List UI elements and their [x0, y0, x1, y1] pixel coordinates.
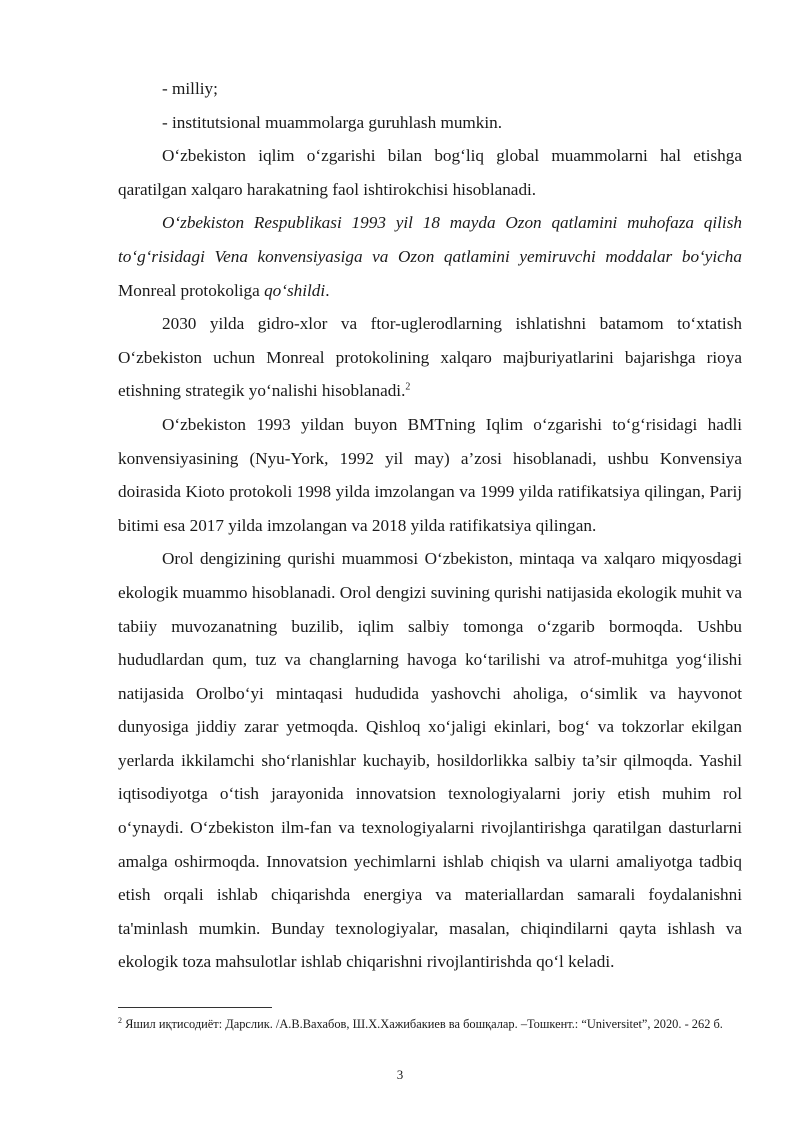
list-item: - milliy; [162, 79, 218, 98]
footnote [118, 1015, 744, 1033]
footnote-text: Яшил иқтисодиёт: Дарслик. /А.В.Вахабов, Ш.Х.Хажибакиев ва бошқалар. –Тошкент.: “Universitet”, 2020. - 262 б. [122, 1017, 723, 1031]
normal-text: Monreal protokoliga [118, 280, 265, 300]
list-item: - institutsional muammolarga guruhlash mumkin. [162, 112, 503, 132]
footnote-divider [118, 1007, 272, 1008]
paragraph-text: 2030 yilda gidro-xlor va ftor-uglerodlarning ishlatishni batamom to‘xtatish O‘zbekiston uchun Monreal protokolining xalqaro majburiyatlarini bajarishga rioya etishning strategik yo‘nalishi hisoblanadi. [118, 314, 742, 401]
italic-text: qo‘shildi [264, 280, 326, 300]
italic-text: O‘zbekiston Respublikasi 1993 yil 18 mayda Ozon qatlamini muhofaza qilish to‘g‘risidagi Vena konvensiyasiga va Ozon qatlamini yemiruvchi moddalar bo‘yicha [118, 213, 742, 266]
footnote-ref[interactable]: 2 [405, 381, 411, 393]
footnote-marker: 2 [118, 1015, 122, 1025]
paragraph-montreal-protocol [118, 307, 742, 408]
paragraph-aral-sea: Orol dengizining qurishi muammosi O‘zbekiston, mintaqa va xalqaro miqyosdagi ekologik muammo hisoblanadi. Orol dengizi suvining qurishi natijasida ekologik muhit va tabiiy muvozanatning buzilib, iqlim salbiy tomonga o‘zgarib bormoqda. Ushbu hududlardan qum, tuz va changlarning havoga ko‘tarilishi va atrof-muhitga yog‘ilishi natijasida Orolbo‘yi mintaqasi hududida yashovchi aholiga, o‘simlik va hayvonot dunyosiga jiddiy zarar yetmoqda. Qishloq xo‘jaligi ekinlari, bog‘ va tokzorlar ekilgan yerlarda ikkilamchi sho‘rlanishlar kuchayib, hosildorlikka salbiy ta’sir qilmoqda. Yashil iqtisodiyotga o‘tish jarayonida innovatsion texnologiyalarni joriy etish muhim rol o‘ynaydi. O‘zbekiston ilm-fan va texnologiyalarni rivojlantirishga qaratilgan dasturlarni amalga oshirmoqda. Innovatsion yechimlarni ishlab chiqish va ularni amaliyotga tadbiq etish orqali ishlab chiqarishda energiya va materiallardan samarali foydalanishni ta'minlash mumkin. Bunday texnologiyalar, masalan, chiqindilarni qayta ishlash va ekologik toza mahsulotlar ishlab chiqarishni rivojlantirishda qo‘l keladi. [118, 549, 742, 972]
paragraph-un-convention: O‘zbekiston 1993 yildan buyon BMTning Iqlim o‘zgarishi to‘g‘risidagi hadli konvensiyasining (Nyu-York, 1992 yil may) a’zosi hisoblanadi, ushbu Konvensiya doirasida Kioto protokoli 1998 yilda imzolangan va 1999 yilda ratifikatsiya qilingan, Parij bitimi esa 2017 yilda imzolangan va 2018 yilda ratifikatsiya qilingan. [118, 414, 742, 535]
body-text [118, 72, 742, 979]
page-number: 3 [396, 1067, 404, 1082]
normal-text: . [325, 280, 330, 300]
paragraph-ozone-convention [118, 206, 742, 307]
paragraph-global-problems: O‘zbekiston iqlim o‘zgarishi bilan bog‘liq global muammolarni hal etishga qaratilgan xalqaro harakatning faol ishtirokchisi hisoblanadi. [118, 146, 742, 199]
